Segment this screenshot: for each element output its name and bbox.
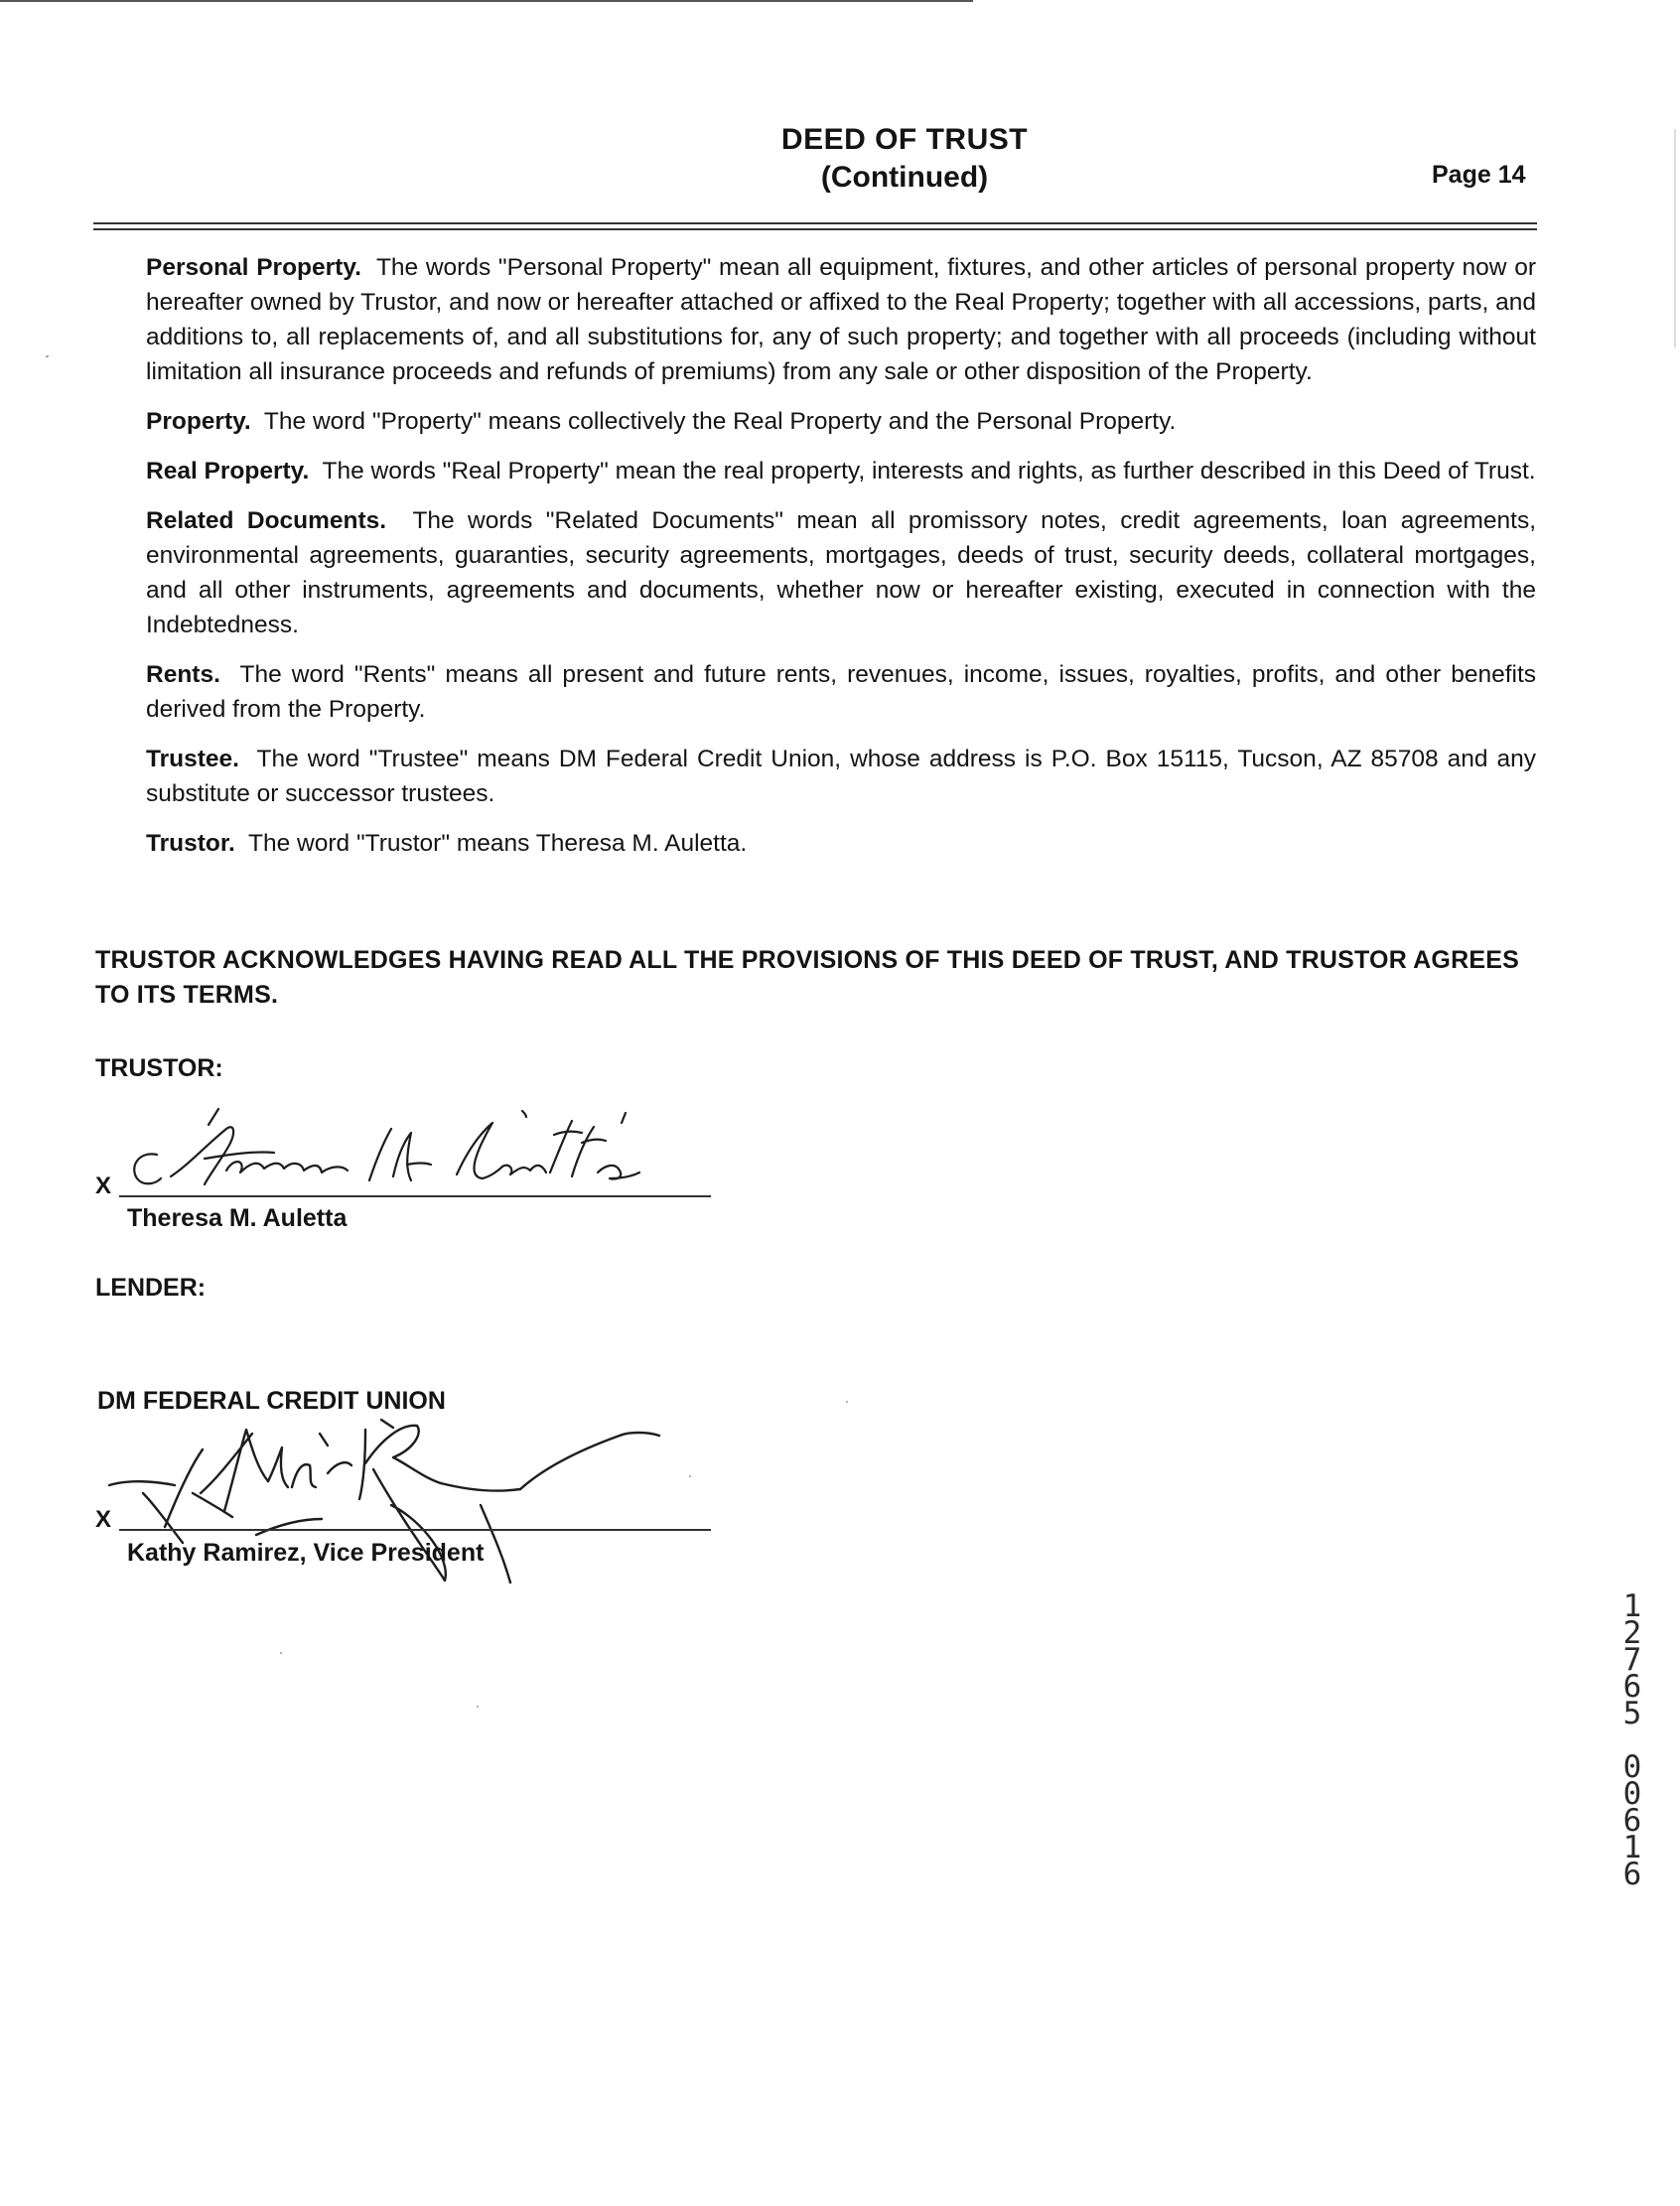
top-scan-edge-rule — [0, 0, 973, 2]
lender-handwritten-signature — [103, 1410, 719, 1598]
scan-speck — [477, 1706, 479, 1708]
definition-term: Real Property. — [146, 458, 310, 484]
definition-term: Trustor. — [146, 830, 235, 857]
header-double-rule — [93, 222, 1537, 230]
margin-document-number: 1 2 7 6 5 0 0 6 1 6 — [1622, 1588, 1642, 1892]
trustor-x-mark: X — [95, 1172, 112, 1199]
trustor-signer-name: Theresa M. Auletta — [127, 1204, 348, 1232]
definition-term: Rents. — [146, 661, 220, 688]
scan-speck — [280, 1652, 282, 1654]
lender-signer-name: Kathy Ramirez, Vice President — [127, 1539, 485, 1567]
definition-related-documents — [146, 503, 1536, 642]
trustor-handwritten-signature — [109, 1107, 725, 1206]
definition-term: Related Documents. — [146, 507, 387, 534]
trustor-label: TRUSTOR: — [95, 1054, 223, 1082]
definition-text: The words "Related Documents" mean all promissory notes, credit agreements, loan agreements, environmental agreements, guaranties, security agreements, mortgages, deeds of trust, security deeds, collateral mortgages, and all other instruments, agreements and documents, whether now or hereafter existing, executed in connection with the Indebtedness. — [146, 507, 1536, 638]
trustor-signature-line — [119, 1195, 711, 1197]
lender-label: LENDER: — [95, 1274, 207, 1302]
definition-term: Property. — [146, 408, 251, 435]
definitions-section — [146, 250, 1536, 876]
scan-speck — [846, 1401, 848, 1403]
scan-speck — [46, 355, 49, 357]
definition-trustor — [146, 826, 1536, 861]
definition-text: The word "Rents" means all present and future rents, revenues, income, issues, royalties, profits, and other benefits derived from the Property. — [146, 661, 1536, 723]
definition-term: Personal Property. — [146, 254, 361, 281]
document-title: DEED OF TRUST — [780, 123, 1029, 156]
definition-personal-property — [146, 250, 1536, 389]
definition-text: The word "Trustor" means Theresa M. Auletta. — [248, 830, 748, 857]
definition-text: The word "Property" means collectively the Real Property and the Personal Property. — [263, 408, 1177, 435]
scan-speck — [689, 1475, 691, 1477]
definition-text: The words "Personal Property" mean all equipment, fixtures, and other articles of personal property now or hereafter owned by Trustor, and now or hereafter attached or affixed to the Real Property; together with all accessions, parts, and additions to, all replacements of, and all substitutions for, any of such property; and together with all proceeds (including without limitation all insurance proceeds and refunds of premiums) from any sale or other disposition of the Property. — [146, 254, 1536, 385]
scan-edge-mark — [1674, 129, 1676, 347]
trustor-acknowledgement: TRUSTOR ACKNOWLEDGES HAVING READ ALL THE PROVISIONS OF THIS DEED OF TRUST, AND TRUSTOR AGREES TO ITS TERMS. — [95, 946, 1519, 1009]
definition-real-property — [146, 454, 1536, 488]
lender-x-mark: X — [95, 1506, 112, 1533]
lender-signature-line — [119, 1529, 711, 1531]
definition-trustee — [146, 742, 1536, 811]
definition-text: The words "Real Property" mean the real property, interests and rights, as further described in this Deed of Trust. — [322, 458, 1536, 484]
definition-term: Trustee. — [146, 746, 239, 772]
definition-text: The word "Trustee" means DM Federal Credit Union, whose address is P.O. Box 15115, Tucson, AZ 85708 and any substitute or successor trustees. — [146, 746, 1537, 807]
definition-property — [146, 404, 1536, 439]
definition-rents — [146, 657, 1536, 727]
page-number: Page 14 — [1432, 161, 1526, 189]
document-header — [0, 121, 1680, 197]
document-subtitle: (Continued) — [820, 161, 989, 194]
lender-organization: DM FEDERAL CREDIT UNION — [97, 1387, 446, 1415]
